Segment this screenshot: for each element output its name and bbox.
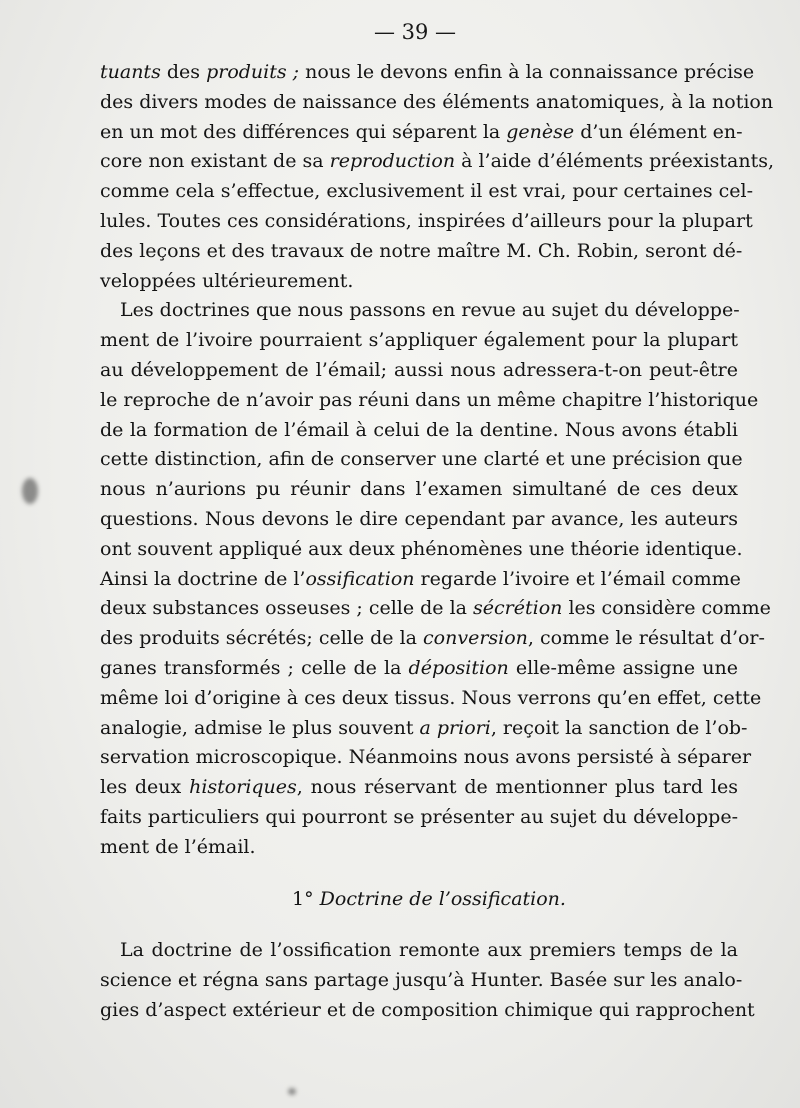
text-line: core non existant de sa reproduction à l’aide d’éléments préexistants, xyxy=(100,150,775,173)
text-line: La doctrine de l’ossification remonte aux premiers temps de la xyxy=(120,939,738,962)
section-title: 1° Doctrine de l’ossification. xyxy=(292,887,566,910)
text-line: cette distinction, afin de conserver une clarté et une précision que xyxy=(100,448,743,471)
text-line: des divers modes de naissance des éléments anatomiques, à la notion xyxy=(100,90,774,113)
paragraph-1 xyxy=(100,58,775,296)
text-line: ont souvent appliqué aux deux phénomènes une théorie identique. xyxy=(100,537,743,560)
page-number: — 39 — xyxy=(373,20,457,44)
text-line: Les doctrines que nous passons en revue au sujet du développe- xyxy=(120,299,740,322)
text-line: analogie, admise le plus souvent a priori, reçoit la sanction de l’ob- xyxy=(100,716,748,739)
text-line: des produits sécrétés; celle de la conversion, comme le résultat d’or- xyxy=(100,627,765,650)
text-line: faits particuliers qui pourront se présenter au sujet du développe- xyxy=(100,805,738,828)
text-line: les deux historiques, nous réservant de mentionner plus tard les xyxy=(100,776,738,799)
text-line: nous n’aurions pu réunir dans l’examen simultané de ces deux xyxy=(100,478,738,501)
paragraph-2 xyxy=(100,296,771,862)
text-line: veloppées ultérieurement. xyxy=(100,269,354,292)
text-line: ment de l’ivoire pourraient s’appliquer également pour la plupart xyxy=(100,329,738,352)
text-line: deux substances osseuses ; celle de la sécrétion les considère comme xyxy=(100,597,771,620)
text-line: science et régna sans partage jusqu’à Hunter. Basée sur les analo- xyxy=(100,969,743,992)
text-line: au développement de l’émail; aussi nous adressera-t-on peut-être xyxy=(100,358,738,381)
paragraph-3 xyxy=(100,936,755,1025)
text-line: des leçons et des travaux de notre maître M. Ch. Robin, seront dé- xyxy=(100,239,743,262)
text-line: servation microscopique. Néanmoins nous avons persisté à séparer xyxy=(100,746,752,769)
text-line: gies d’aspect extérieur et de composition chimique qui rapprochent xyxy=(100,998,755,1021)
text-line: de la formation de l’émail à celui de la dentine. Nous avons établi xyxy=(100,418,738,441)
text-line: en un mot des différences qui séparent la genèse d’un élément en- xyxy=(100,120,743,143)
ink-speck xyxy=(288,1088,296,1095)
ink-smudge xyxy=(22,478,38,504)
text-line: Ainsi la doctrine de l’ossification regarde l’ivoire et l’émail comme xyxy=(100,567,741,590)
text-line: tuants des produits ; nous le devons enfin à la connaissance précise xyxy=(100,61,755,83)
text-line: comme cela s’effectue, exclusivement il est vrai, pour certaines cel- xyxy=(100,180,754,203)
text-line: le reproche de n’avoir pas réuni dans un même chapitre l’historique xyxy=(100,388,759,411)
text-line: lules. Toutes ces considérations, inspirées d’ailleurs pour la plupart xyxy=(100,209,753,232)
text-line: même loi d’origine à ces deux tissus. Nous verrons qu’en effet, cette xyxy=(100,686,762,709)
text-line: ment de l’émail. xyxy=(100,835,256,858)
text-line: ganes transformés ; celle de la déposition elle-même assigne une xyxy=(100,656,738,679)
body-text xyxy=(100,58,775,1026)
text-line: questions. Nous devons le dire cependant par avance, les auteurs xyxy=(100,507,738,530)
